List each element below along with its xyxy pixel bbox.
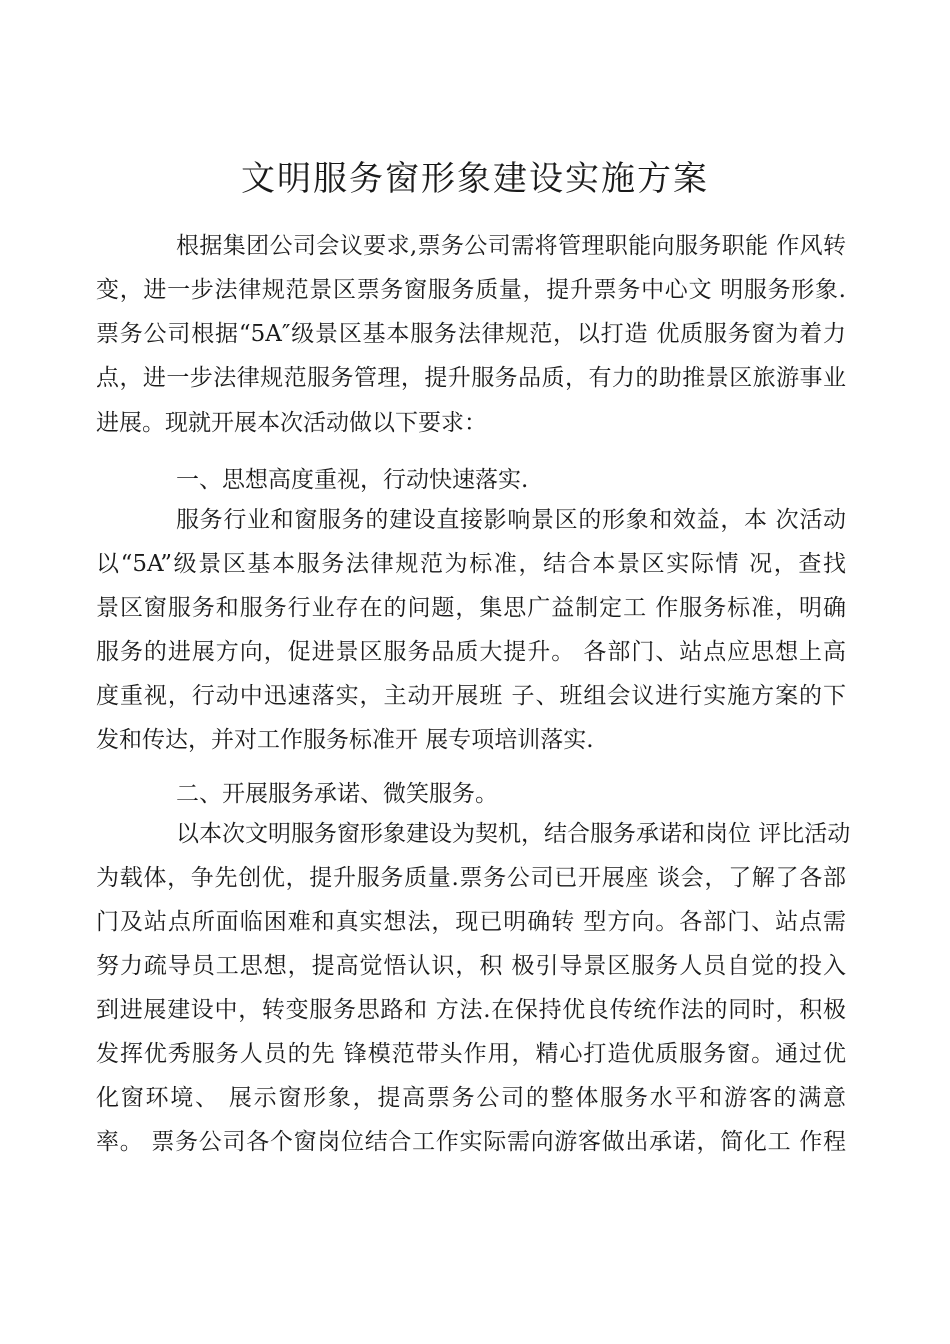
- section1-line: 景区窗服务和服务行业存在的问题，集思广益制定工 作服务标准，明确: [96, 595, 846, 621]
- section2-line: 门及站点所面临困难和真实想法，现已明确转 型方向。各部门、站点需: [96, 909, 846, 935]
- section-heading-1: 一、思想高度重视，行动快速落实.: [176, 467, 529, 493]
- section1-line: 服务的进展方向，促进景区服务品质大提升。 各部门、站点应思想上高: [96, 639, 846, 665]
- section2-line: 到进展建设中，转变服务思路和 方法.在保持优良传统作法的同时，积极: [96, 997, 846, 1023]
- section2-line: 以本次文明服务窗形象建设为契机，结合服务承诺和岗位 评比活动: [176, 821, 851, 847]
- section-heading-2: 二、开展服务承诺、微笑服务。: [176, 781, 498, 807]
- intro-line: 票务公司根据“5A″级景区基本服务法律规范，以打造 优质服务窗为着力: [96, 321, 846, 347]
- intro-line: 进展。现就开展本次活动做以下要求：: [96, 410, 487, 436]
- intro-line: 根据集团公司会议要求,票务公司需将管理职能向服务职能 作风转: [176, 233, 846, 259]
- section2-line: 化窗环境、 展示窗形象，提高票务公司的整体服务水平和游客的满意: [96, 1085, 846, 1111]
- section2-line: 发挥优秀服务人员的先 锋模范带头作用，精心打造优质服务窗。通过优: [96, 1041, 846, 1067]
- document-title: 文明服务窗形象建设实施方案: [241, 159, 709, 199]
- intro-line: 变，进一步法律规范景区票务窗服务质量，提升票务中心文 明服务形象.: [96, 277, 846, 303]
- section2-line: 率。 票务公司各个窗岗位结合工作实际需向游客做出承诺，简化工 作程: [96, 1129, 846, 1155]
- section1-line: 发和传达，并对工作服务标准开 展专项培训落实.: [96, 727, 594, 753]
- section1-line: 以“5A”级景区基本服务法律规范为标准，结合本景区实际情 况，查找: [96, 551, 846, 577]
- section1-line: 服务行业和窗服务的建设直接影响景区的形象和效益，本 次活动: [176, 507, 846, 533]
- section2-line: 努力疏导员工思想，提高觉悟认识，积 极引导景区服务人员自觉的投入: [96, 953, 846, 979]
- section2-line: 为载体，争先创优，提升服务质量.票务公司已开展座 谈会，了解了各部: [96, 865, 846, 891]
- section1-line: 度重视，行动中迅速落实，主动开展班 子、班组会议进行实施方案的下: [96, 683, 846, 709]
- intro-line: 点，进一步法律规范服务管理，提升服务品质，有力的助推景区旅游事业: [96, 365, 846, 391]
